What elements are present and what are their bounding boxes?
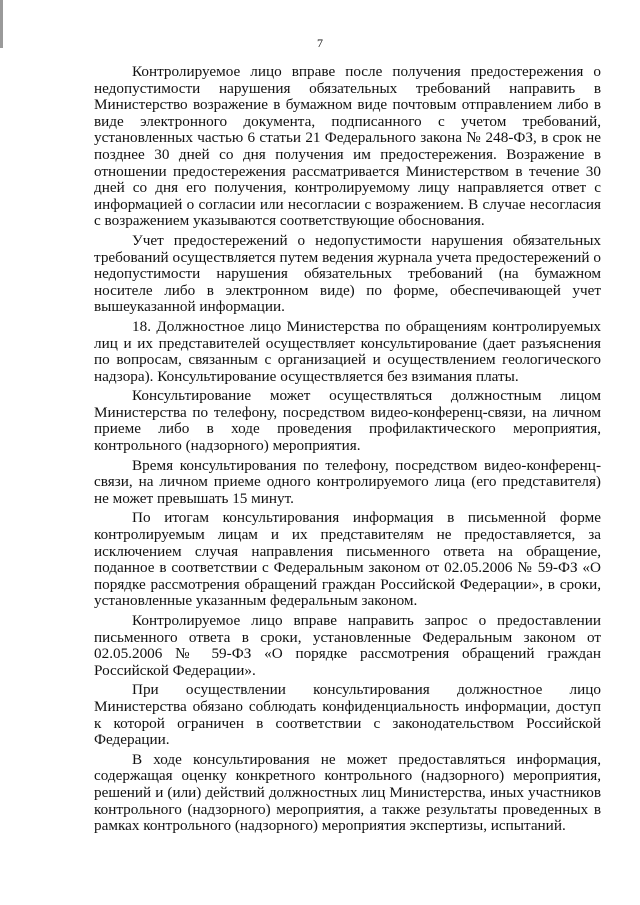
paragraph-warnings-journal: Учет предостережений о недопустимости нарушения обязательных требований осуществляется путем ведения журнала учета предостережений о недопустимости нарушения обязательных требований (на бумажном носителе либо в электронном виде) по форме, обеспечивающей учет вышеуказанной информации. <box>94 231 601 316</box>
paragraph-restrictions: В ходе консультирования не может предоставляться информация, содержащая оценку конкретного контрольного (надзорного) мероприятия, решений и (или) действий должностных лиц Министерства, иных участников контрольного (надзорного) мероприятия, а также результаты проведенных в рамках контрольного (надзорного) мероприятия экспертизы, испытаний. <box>94 750 601 835</box>
paragraph-objection: Контролируемое лицо вправе после получения предостережения о недопустимости нарушения обязательных требований направить в Министерство возражение в бумажном виде почтовым отправлением либо в виде электронного документа, подписанного с учетом требований, установленных частью 6 статьи 21 Федерального закона № 248-ФЗ, в срок не позднее 30 дней со дня получения им предостережения. Возражение в отношении предостережения рассматривается Министерством в течение 30 дней со дня его получения, контролируемому лицу направляется ответ с информацией о согласии или несогласии с возражением. В случае несогласия с возражением указываются соответствующие обоснования. <box>94 63 601 230</box>
paragraph-confidentiality: При осуществлении консультирования должностное лицо Министерства обязано соблюдать конфиденциальность информации, доступ к которой ограничен в соответствии с законодательством Российской Федерации. <box>94 681 601 749</box>
paragraph-written-info: По итогам консультирования информация в письменной форме контролируемым лицам и их представителям не предоставляется, за исключением случая направления письменного ответа на обращение, поданное в соответствии с Федеральным законом от 02.05.2006 № 59-ФЗ «О порядке рассмотрения обращений граждан Российской Федерации», в сроки, установленные указанным федеральным законом. <box>94 509 601 610</box>
page-number: 7 <box>317 36 323 50</box>
paragraph-consultation-time: Время консультирования по телефону, посредством видео-конференц-связи, на личном приеме одного контролируемого лица (его представителя) не может превышать 15 минут. <box>94 456 601 507</box>
paragraph-item-18: 18. Должностное лицо Министерства по обращениям контролируемых лиц и их представителей осуществляет консультирование (дает разъяснения по вопросам, связанным с организацией и осуществлением геологического надзора). Консультирование осуществляется без взимания платы. <box>94 317 601 385</box>
document-body <box>94 64 601 838</box>
paragraph-written-request: Контролируемое лицо вправе направить запрос о предоставлении письменного ответа в сроки, установленные Федеральным законом от 02.05.2006 № 59-ФЗ «О порядке рассмотрения обращений граждан Российской Федерации». <box>94 612 601 679</box>
paragraph-consultation-methods: Консультирование может осуществляться должностным лицом Министерства по телефону, посредством видео-конференц-связи, на личном приеме либо в ходе проведения профилактического мероприятия, контрольного (надзорного) мероприятия. <box>94 387 601 455</box>
